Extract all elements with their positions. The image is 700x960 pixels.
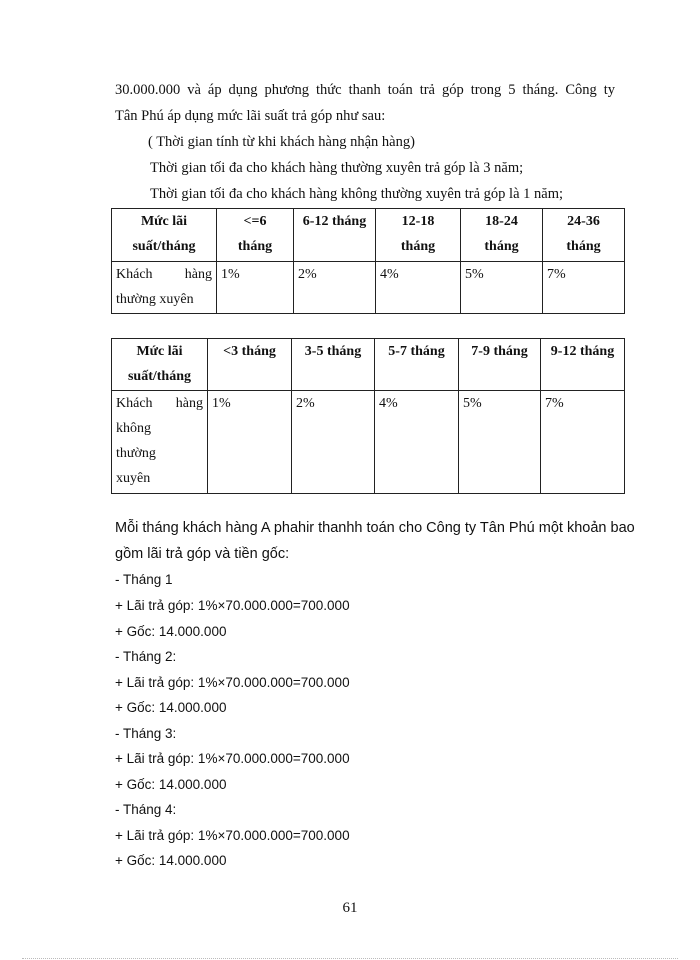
table-row: [112, 262, 625, 314]
intro-line-1: 30.000.000 và áp dụng phương thức thanh toán trả góp trong 5 tháng. Công ty: [115, 82, 615, 98]
rate-cell: 4%: [375, 391, 459, 494]
period-header: 3-5 tháng: [292, 339, 375, 391]
period-header: 7-9 tháng: [459, 339, 541, 391]
month-2-interest: + Lãi trả góp: 1%×70.000.000=700.000: [115, 675, 350, 690]
month-3-principal: + Gốc: 14.000.000: [115, 777, 227, 792]
month-1-principal: + Gốc: 14.000.000: [115, 624, 227, 639]
month-4-interest: + Lãi trả góp: 1%×70.000.000=700.000: [115, 828, 350, 843]
month-3-interest: + Lãi trả góp: 1%×70.000.000=700.000: [115, 751, 350, 766]
rate-cell: 2%: [294, 262, 376, 314]
month-3-title: - Tháng 3:: [115, 726, 177, 741]
period-header: 12-18 tháng: [376, 209, 461, 262]
nonregular-customer-rate-table: [111, 338, 625, 494]
rate-cell: 7%: [541, 391, 625, 494]
period-header: 5-7 tháng: [375, 339, 459, 391]
month-1-interest: + Lãi trả góp: 1%×70.000.000=700.000: [115, 598, 350, 613]
intro-line-2: Tân Phú áp dụng mức lãi suất trả góp như sau:: [115, 108, 386, 124]
rate-cell: 7%: [543, 262, 625, 314]
payment-paragraph-line-1: Mỗi tháng khách hàng A phahir thanhh toán cho Công ty Tân Phú một khoản bao: [115, 520, 635, 536]
payment-paragraph-line-2: gồm lãi trả góp và tiền gốc:: [115, 546, 290, 562]
row-label-regular-customer: Khách hàng thường xuyên: [112, 262, 217, 314]
month-2-title: - Tháng 2:: [115, 649, 177, 664]
page-bottom-divider: [22, 958, 678, 959]
table-row: [112, 391, 625, 494]
period-header: <3 tháng: [208, 339, 292, 391]
month-2-principal: + Gốc: 14.000.000: [115, 700, 227, 715]
table-header-row: [112, 339, 625, 391]
rate-label-header: Mức lãi suất/tháng: [112, 339, 208, 391]
page-number: 61: [342, 900, 358, 916]
period-header: <=6 tháng: [217, 209, 294, 262]
regular-customer-rate-table: [111, 208, 625, 314]
table-header-row: [112, 209, 625, 262]
row-label-nonregular-customer: Khách hàng không thường xuyên: [112, 391, 208, 494]
time-note: ( Thời gian tính từ khi khách hàng nhận hàng): [148, 134, 415, 150]
period-header: 24-36 tháng: [543, 209, 625, 262]
rate-cell: 5%: [459, 391, 541, 494]
nonregular-customer-limit: Thời gian tối đa cho khách hàng không thường xuyên trả góp là 1 năm;: [150, 186, 563, 202]
rate-cell: 2%: [292, 391, 375, 494]
rate-cell: 1%: [217, 262, 294, 314]
rate-cell: 4%: [376, 262, 461, 314]
month-1-title: - Tháng 1: [115, 572, 173, 587]
month-4-title: - Tháng 4:: [115, 802, 177, 817]
period-header: 9-12 tháng: [541, 339, 625, 391]
period-header: 18-24 tháng: [461, 209, 543, 262]
rate-cell: 1%: [208, 391, 292, 494]
period-header: 6-12 tháng: [294, 209, 376, 262]
rate-label-header: Mức lãi suất/tháng: [112, 209, 217, 262]
regular-customer-limit: Thời gian tối đa cho khách hàng thường xuyên trả góp là 3 năm;: [150, 160, 524, 176]
month-4-principal: + Gốc: 14.000.000: [115, 853, 227, 868]
rate-cell: 5%: [461, 262, 543, 314]
